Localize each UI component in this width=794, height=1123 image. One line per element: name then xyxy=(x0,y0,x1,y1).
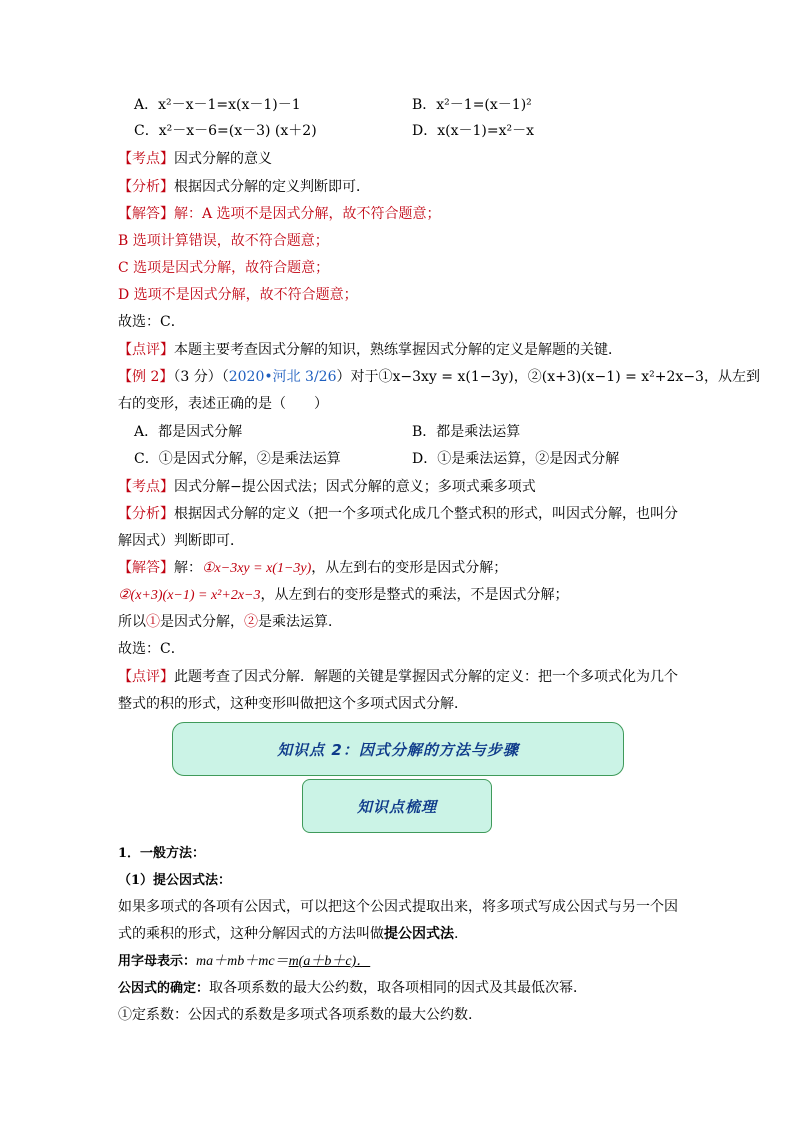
gys-text: 取各项系数的最大公约数，取各项相同的因式及其最低次幂． xyxy=(209,980,588,996)
section-heading-1: 1．一般方法： xyxy=(118,846,206,861)
q1-option-a: A．x²－x－1=x(x－1)－1 xyxy=(134,97,301,113)
p2-pre: 式的乘积的形式，这种分解因式的方法叫做 xyxy=(118,926,384,942)
section-heading-2: （1）提公因式法： xyxy=(118,873,232,888)
jieda-line-1: 解：A 选项不是因式分解，故不符合题意； xyxy=(174,206,441,222)
knowledge-summary-title: 知识点梳理 xyxy=(356,797,437,816)
fixed-coefficient-rule: ①定系数：公因式的系数是多项式各项系数的最大公约数. xyxy=(118,1007,473,1023)
q2-option-a: A．都是因式分解 xyxy=(134,424,243,440)
q2-jieda-pre: 解： xyxy=(174,560,202,576)
q2-jieda-post-1: ，从左到右的变形是因式分解； xyxy=(311,560,508,576)
q2-option-b: B．都是乘法运算 xyxy=(412,424,521,440)
p2-bold-term: 提公因式法 xyxy=(384,926,454,942)
gys-label: 公因式的确定： xyxy=(118,981,210,996)
q1-option-c: C．x²－x－6=(x－3) (x＋2) xyxy=(134,123,317,139)
q2-kaodian-text: 因式分解−提公因式法；因式分解的意义；多项式乘多项式 xyxy=(174,479,536,495)
q2-answer: 故选：C． xyxy=(118,641,185,657)
q2-kaodian-tag: 【考点】 xyxy=(118,479,174,495)
q2-stem-line-1 xyxy=(118,367,760,387)
p2-post: . xyxy=(454,926,459,942)
q2-jieda3-pre: 所以 xyxy=(118,614,146,630)
q1-jieda-line-3: C 选项是因式分解，故符合题意； xyxy=(118,260,330,276)
q2-option-c: C．①是因式分解，②是乘法运算 xyxy=(134,451,341,467)
common-factor-definition xyxy=(118,978,587,999)
q2-source: 2020•河北 3/26 xyxy=(228,369,337,385)
q1-jieda xyxy=(118,204,441,224)
knowledge-point-banner xyxy=(172,722,624,776)
q2-dianping-line-1 xyxy=(118,667,678,687)
q2-score: （3 分）（ xyxy=(173,369,229,385)
q1-fenxi xyxy=(118,177,370,197)
knowledge-summary-banner xyxy=(302,779,492,833)
q2-jieda-line-2 xyxy=(118,585,569,606)
section-paragraph-line-2 xyxy=(118,924,458,944)
fenxi-tag: 【分析】 xyxy=(118,179,174,195)
q2-tag: 【例 2】 xyxy=(118,369,174,385)
letter-label: 用字母表示： xyxy=(118,954,197,969)
q1-kaodian xyxy=(118,149,272,169)
fenxi-text: 根据因式分解的定义判断即可． xyxy=(174,179,370,195)
q2-kaodian xyxy=(118,477,536,497)
knowledge-point-title: 知识点 2：因式分解的方法与步骤 xyxy=(277,740,519,759)
q1-answer: 故选：C． xyxy=(118,314,185,330)
q2-jieda-line-1 xyxy=(118,558,507,579)
q2-jieda3-mid: 是因式分解， xyxy=(160,614,244,630)
q2-jieda-line-3 xyxy=(118,612,342,632)
q2-jieda-tag: 【解答】 xyxy=(118,560,174,576)
q2-stem-end: ）对于①x−3xy = x(1−3y)，②(x+3)(x−1) = x²+2x−3，从左到 xyxy=(336,369,760,385)
q1-dianping xyxy=(118,340,622,360)
q1-jieda-line-2: B 选项计算错误，故不符合题意； xyxy=(118,233,329,249)
kaodian-text: 因式分解的意义 xyxy=(174,151,272,167)
kaodian-tag: 【考点】 xyxy=(118,151,174,167)
q2-option-d: D．①是乘法运算，②是因式分解 xyxy=(412,451,620,467)
dianping-text: 本题主要考查因式分解的知识，熟练掌握因式分解的定义是解题的关键． xyxy=(174,342,622,358)
q2-dianping-text-1: 此题考查了因式分解．解题的关键是掌握因式分解的定义：把一个多项式化为几个 xyxy=(174,669,678,685)
q2-jieda3-m1: ① xyxy=(146,614,160,630)
section-paragraph-line-1: 如果多项式的各项有公因式，可以把这个公因式提取出来，将多项式写成公因式与另一个因 xyxy=(118,899,678,915)
letter-result: m(a＋b＋c)． xyxy=(288,954,371,969)
q2-dianping-line-2: 整式的积的形式，这种变形叫做把这个多项式因式分解． xyxy=(118,696,468,712)
q2-jieda-math-1: ①x−3xy = x(1−3y) xyxy=(202,561,312,576)
letter-formula: ma＋mb＋mc＝ xyxy=(196,954,289,969)
q1-jieda-line-4: D 选项不是因式分解，故不符合题意； xyxy=(118,287,358,303)
q1-option-b: B．x²－1=(x－1)² xyxy=(412,97,532,113)
q2-jieda3-m2: ② xyxy=(244,614,258,630)
q2-jieda-post-2: ，从左到右的变形是整式的乘法，不是因式分解； xyxy=(260,587,569,603)
q2-fenxi-line-1 xyxy=(118,504,678,524)
q2-stem-line-2: 右的变形，表述正确的是（ ） xyxy=(118,396,328,412)
q2-dianping-tag: 【点评】 xyxy=(118,669,174,685)
q2-jieda3-post: 是乘法运算． xyxy=(258,614,342,630)
q2-fenxi-tag: 【分析】 xyxy=(118,506,174,522)
q1-option-d: D．x(x－1)=x²－x xyxy=(412,123,534,139)
jieda-tag: 【解答】 xyxy=(118,206,174,222)
q2-fenxi-text-1: 根据因式分解的定义（把一个多项式化成几个整式积的形式，叫因式分解，也叫分 xyxy=(174,506,678,522)
q2-jieda-math-2: ②(x+3)(x−1) = x²+2x−3 xyxy=(118,588,261,603)
letter-representation xyxy=(118,951,370,972)
q2-fenxi-line-2: 解因式）判断即可． xyxy=(118,533,244,549)
dianping-tag: 【点评】 xyxy=(118,342,174,358)
